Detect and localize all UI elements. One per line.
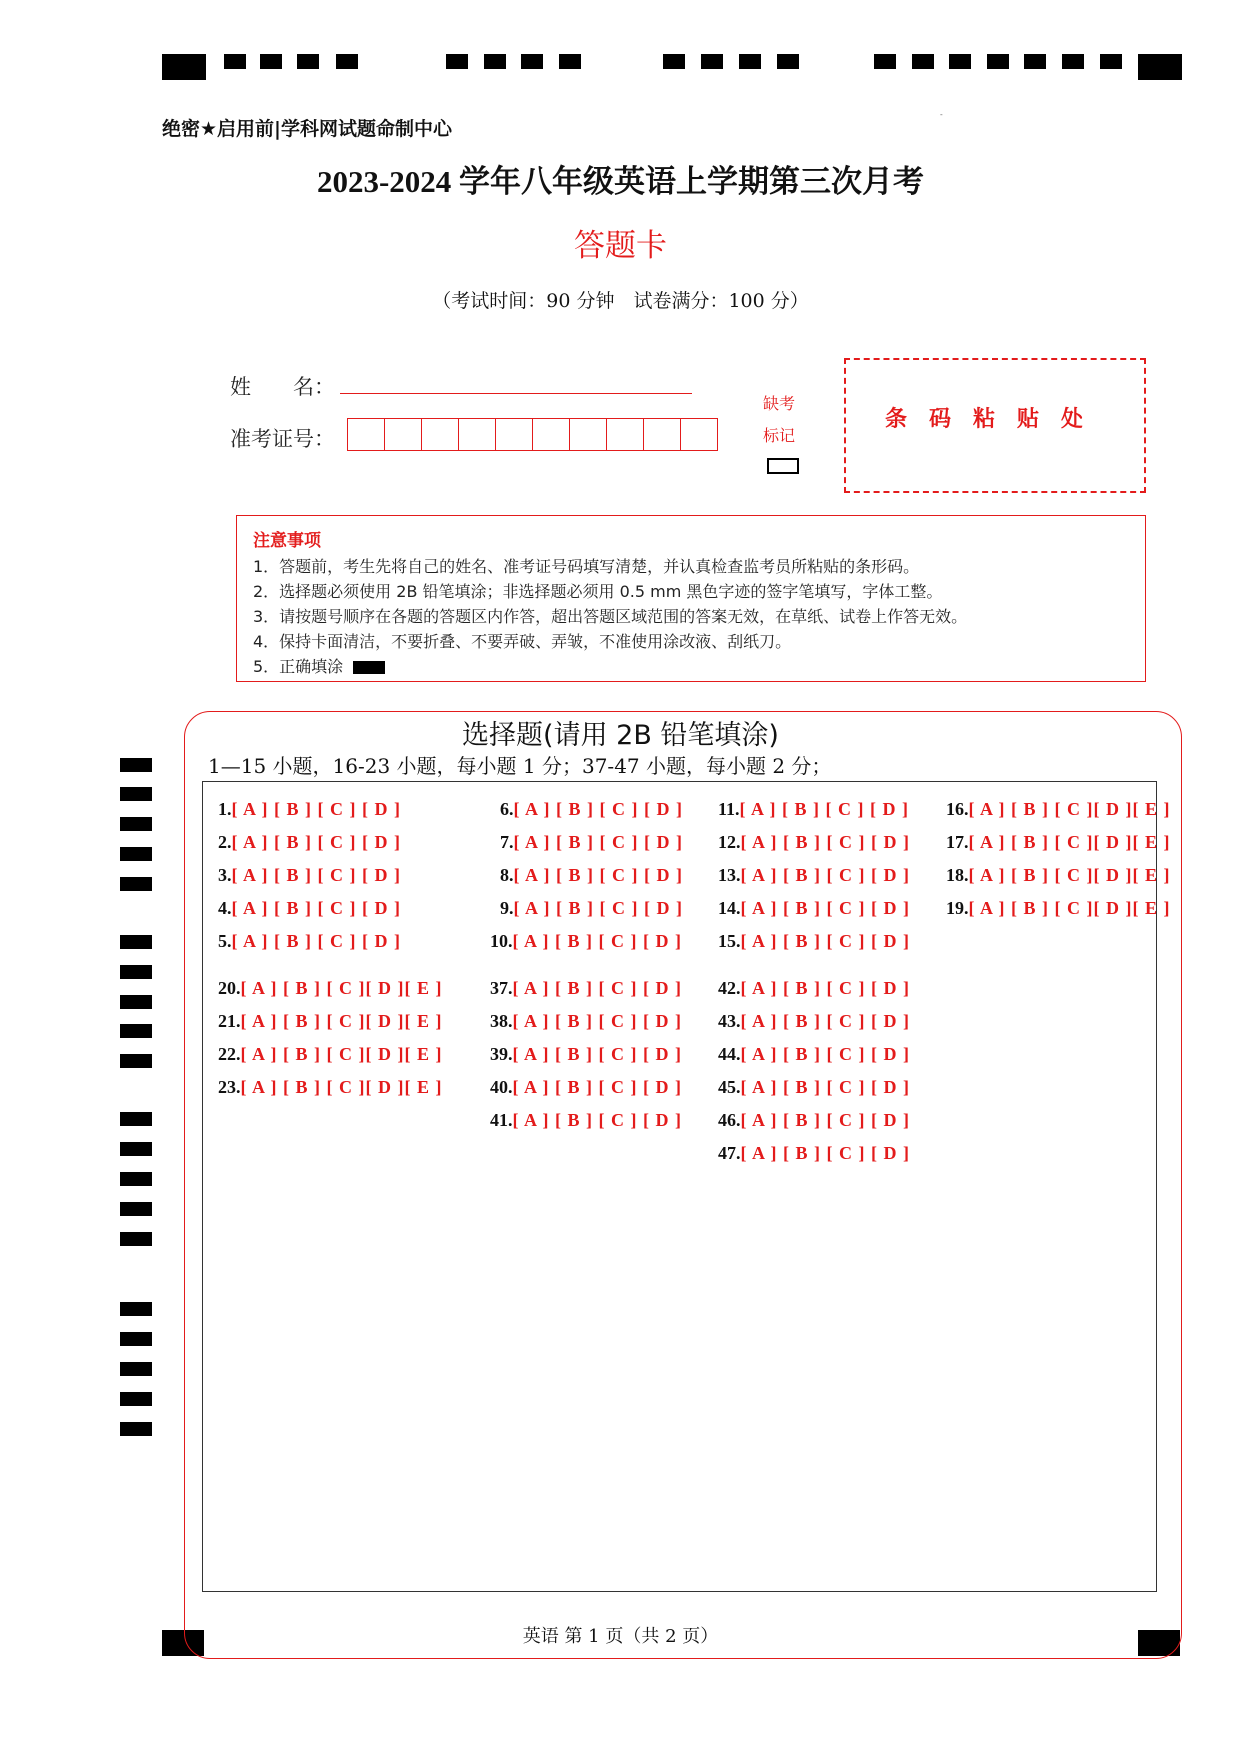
timing-mark	[297, 54, 319, 69]
side-mark	[120, 995, 152, 1009]
timing-mark	[224, 54, 246, 69]
question-row[interactable]: 38.[ A ] [ B ] [ C ] [ D ]	[490, 1011, 682, 1031]
question-row[interactable]: 20.[ A ] [ B ] [ C ][ D ][ E ]	[218, 978, 443, 998]
question-row[interactable]: 12.[ A ] [ B ] [ C ] [ D ]	[718, 832, 910, 852]
section-title: 选择题(请用 2B 铅笔填涂)	[462, 720, 779, 751]
notes-box	[236, 515, 1146, 682]
page-title: 2023-2024 学年八年级英语上学期第三次月考	[316, 164, 925, 199]
side-mark	[120, 935, 152, 949]
id-digit-box[interactable]	[533, 419, 570, 450]
question-row[interactable]: 44.[ A ] [ B ] [ C ] [ D ]	[718, 1044, 910, 1064]
page-footer: 英语 第 1 页（共 2 页）	[522, 1626, 719, 1647]
question-row[interactable]: 13.[ A ] [ B ] [ C ] [ D ]	[718, 865, 910, 885]
timing-mark	[701, 54, 723, 69]
absent-label: 缺考	[763, 394, 796, 413]
question-row[interactable]: 19.[ A ] [ B ] [ C ][ D ][ E ]	[946, 898, 1171, 918]
question-row[interactable]: 23.[ A ] [ B ] [ C ][ D ][ E ]	[218, 1077, 443, 1097]
id-digit-box[interactable]	[459, 419, 496, 450]
note-item-text: 5．正确填涂	[253, 657, 344, 676]
question-row[interactable]: 9.[ A ] [ B ] [ C ] [ D ]	[500, 898, 683, 918]
timing-mark	[1024, 54, 1046, 69]
notes-title: 注意事项	[253, 531, 321, 551]
side-mark	[120, 1142, 152, 1156]
side-mark	[120, 817, 152, 831]
exam-id-boxes[interactable]	[347, 418, 718, 451]
timing-mark	[739, 54, 761, 69]
question-row[interactable]: 41.[ A ] [ B ] [ C ] [ D ]	[490, 1110, 682, 1130]
side-mark	[120, 1024, 152, 1038]
question-row[interactable]: 14.[ A ] [ B ] [ C ] [ D ]	[718, 898, 910, 918]
timing-mark	[446, 54, 468, 69]
section-description: 1—15 小题，16-23 小题，每小题 1 分；37-47 小题，每小题 2 分；	[208, 754, 832, 778]
side-mark	[120, 1232, 152, 1246]
question-row[interactable]: 42.[ A ] [ B ] [ C ] [ D ]	[718, 978, 910, 998]
question-row[interactable]: 5.[ A ] [ B ] [ C ] [ D ]	[218, 931, 401, 951]
question-row[interactable]: 11.[ A ] [ B ] [ C ] [ D ]	[718, 799, 909, 819]
exam-id-label: 准考证号：	[230, 427, 335, 451]
id-digit-box[interactable]	[496, 419, 533, 450]
side-mark	[120, 1302, 152, 1316]
stray-mark: -	[940, 110, 943, 119]
question-row[interactable]: 1.[ A ] [ B ] [ C ] [ D ]	[218, 799, 401, 819]
note-item: 1．答题前，考生先将自己的姓名、准考证号码填写清楚，并认真检查监考员所粘贴的条形码。	[253, 557, 920, 576]
question-row[interactable]: 43.[ A ] [ B ] [ C ] [ D ]	[718, 1011, 910, 1031]
question-row[interactable]: 17.[ A ] [ B ] [ C ][ D ][ E ]	[946, 832, 1171, 852]
question-row[interactable]: 39.[ A ] [ B ] [ C ] [ D ]	[490, 1044, 682, 1064]
name-label: 姓 名：	[230, 375, 335, 399]
barcode-label: 条码粘贴处	[884, 407, 1105, 432]
question-row[interactable]: 4.[ A ] [ B ] [ C ] [ D ]	[218, 898, 401, 918]
side-mark	[120, 1422, 152, 1436]
question-row[interactable]: 37.[ A ] [ B ] [ C ] [ D ]	[490, 978, 682, 998]
timing-mark	[521, 54, 543, 69]
side-mark	[120, 877, 152, 891]
note-item: 2．选择题必须使用 2B 铅笔填涂；非选择题必须用 0.5 mm 黑色字迹的签字笔填写，字体工整。	[253, 582, 943, 601]
side-mark	[120, 1362, 152, 1376]
timing-mark	[949, 54, 971, 69]
timing-mark	[987, 54, 1009, 69]
question-row[interactable]: 15.[ A ] [ B ] [ C ] [ D ]	[718, 931, 910, 951]
timing-mark	[777, 54, 799, 69]
question-row[interactable]: 10.[ A ] [ B ] [ C ] [ D ]	[490, 931, 682, 951]
id-digit-box[interactable]	[348, 419, 385, 450]
id-digit-box[interactable]	[570, 419, 607, 450]
id-digit-box[interactable]	[681, 419, 717, 450]
question-row[interactable]: 21.[ A ] [ B ] [ C ][ D ][ E ]	[218, 1011, 443, 1031]
name-field[interactable]	[340, 393, 692, 394]
side-mark	[120, 1202, 152, 1216]
note-item	[253, 654, 385, 677]
filled-example-mark	[353, 661, 385, 674]
timing-mark	[663, 54, 685, 69]
timing-mark	[260, 54, 282, 69]
timing-mark	[162, 54, 206, 80]
exam-time-info: （考试时间：90 分钟 试卷满分：100 分）	[432, 290, 809, 312]
id-digit-box[interactable]	[607, 419, 644, 450]
side-mark	[120, 847, 152, 861]
question-row[interactable]: 3.[ A ] [ B ] [ C ] [ D ]	[218, 865, 401, 885]
side-mark	[120, 1172, 152, 1186]
absent-mark-box[interactable]	[767, 458, 799, 474]
question-row[interactable]: 46.[ A ] [ B ] [ C ] [ D ]	[718, 1110, 910, 1130]
timing-mark	[1138, 54, 1182, 80]
note-item: 4．保持卡面清洁，不要折叠、不要弄破、弄皱，不准使用涂改液、刮纸刀。	[253, 632, 792, 651]
absent-label: 标记	[763, 426, 796, 445]
answer-sheet-subtitle: 答题卡	[574, 228, 667, 264]
side-mark	[120, 1332, 152, 1346]
side-mark	[120, 965, 152, 979]
question-row[interactable]: 8.[ A ] [ B ] [ C ] [ D ]	[500, 865, 683, 885]
id-digit-box[interactable]	[385, 419, 422, 450]
side-mark	[120, 1054, 152, 1068]
id-digit-box[interactable]	[644, 419, 681, 450]
question-row[interactable]: 7.[ A ] [ B ] [ C ] [ D ]	[500, 832, 683, 852]
question-row[interactable]: 22.[ A ] [ B ] [ C ][ D ][ E ]	[218, 1044, 443, 1064]
question-row[interactable]: 16.[ A ] [ B ] [ C ][ D ][ E ]	[946, 799, 1171, 819]
timing-mark	[336, 54, 358, 69]
side-mark	[120, 1392, 152, 1406]
timing-mark	[559, 54, 581, 69]
note-item: 3．请按题号顺序在各题的答题区内作答，超出答题区域范围的答案无效，在草纸、试卷上作答无效。	[253, 607, 968, 626]
id-digit-box[interactable]	[422, 419, 459, 450]
question-row[interactable]: 45.[ A ] [ B ] [ C ] [ D ]	[718, 1077, 910, 1097]
timing-mark	[1062, 54, 1084, 69]
question-row[interactable]: 18.[ A ] [ B ] [ C ][ D ][ E ]	[946, 865, 1171, 885]
confidential-label: 绝密★启用前|学科网试题命制中心	[162, 118, 452, 140]
side-mark	[120, 1112, 152, 1126]
timing-mark	[1100, 54, 1122, 69]
question-row[interactable]: 47.[ A ] [ B ] [ C ] [ D ]	[718, 1143, 910, 1163]
barcode-area	[844, 358, 1146, 493]
timing-mark	[484, 54, 506, 69]
question-row[interactable]: 40.[ A ] [ B ] [ C ] [ D ]	[490, 1077, 682, 1097]
question-row[interactable]: 6.[ A ] [ B ] [ C ] [ D ]	[500, 799, 683, 819]
side-mark	[120, 758, 152, 772]
question-row[interactable]: 2.[ A ] [ B ] [ C ] [ D ]	[218, 832, 401, 852]
timing-mark	[874, 54, 896, 69]
side-mark	[120, 787, 152, 801]
timing-mark	[912, 54, 934, 69]
